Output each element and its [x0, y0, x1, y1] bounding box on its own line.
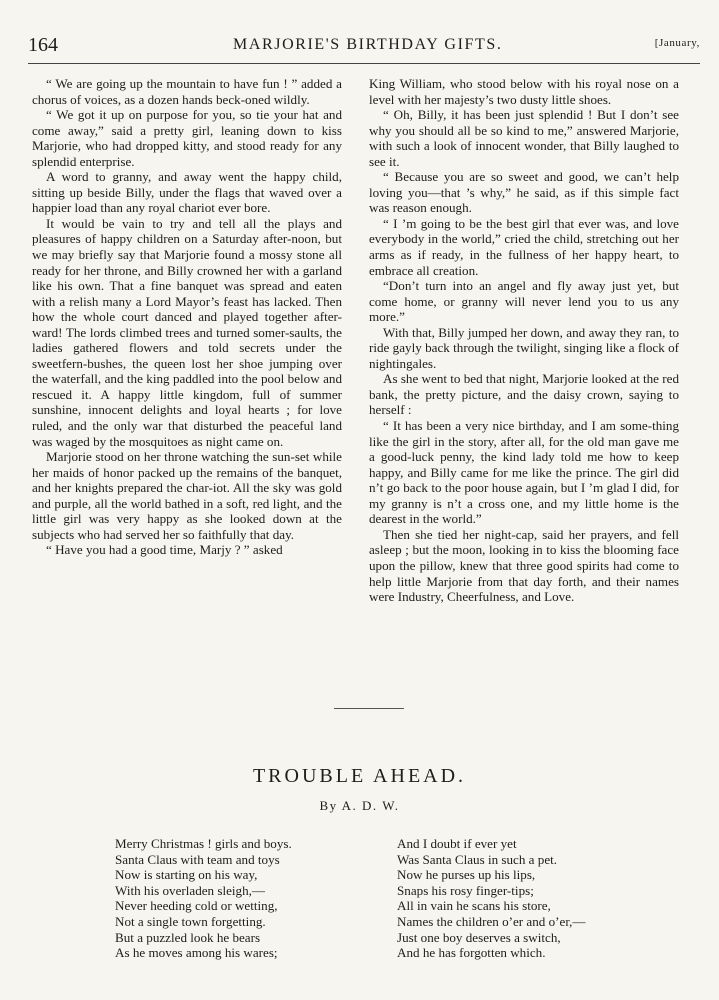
story-column-right: [369, 76, 679, 605]
paragraph: Marjorie stood on her throne watching the sun-set while her maids of honor packed up the remains of the banquet, and her knights prepared the char-iot. All the sky was gold and purple, all the world bathed in a soft, red light, and the little girl was very happy as she looked down at the subjects who had served her so faithfully that day.: [32, 449, 342, 542]
poem-line: As he moves among his wares;: [115, 945, 278, 961]
poem-line: Names the children o’er and o’er,—: [397, 913, 586, 929]
poem-line: Now is starting on his way,: [115, 867, 258, 883]
poem-line: Not a single town forgetting.: [115, 913, 266, 929]
poem-line: Never heeding cold or wetting,: [115, 898, 278, 914]
section-divider: [334, 708, 404, 709]
paragraph: King William, who stood below with his royal nose on a level with her majesty’s two dusty little shoes.: [369, 76, 679, 107]
poem-line: Now he purses up his lips,: [397, 867, 536, 883]
running-title: MARJORIE'S BIRTHDAY GIFTS.: [233, 36, 503, 53]
poem-stanza-left: [115, 836, 292, 961]
poem-byline: By A. D. W.: [319, 798, 400, 813]
poem-line: Santa Claus with team and toys: [115, 851, 280, 867]
paragraph: “ Oh, Billy, it has been just splendid ! But I don’t see why you should all be so kind to me,” answered Marjorie, with such a look of innocent wonder, that Billy laughed to see it.: [369, 107, 679, 169]
poem-line: And he has forgotten which.: [397, 945, 546, 961]
poem-title: TROUBLE AHEAD.: [252, 765, 467, 787]
story-column-left: [32, 76, 342, 558]
paragraph: “ Have you had a good time, Marjy ? ” asked: [46, 542, 283, 558]
poem-line: Merry Christmas ! girls and boys.: [115, 836, 292, 851]
poem-line: With his overladen sleigh,—: [115, 882, 266, 898]
header-rule: [28, 63, 700, 64]
paragraph: “ It has been a very nice birthday, and I am some-thing like the girl in the story, after all, for the old man gave me a good-luck penny, the kind lady told me how to keep happy, and Billy came for me like the prince. The girl did n’t go back to the poor house again, but I ’m glad I did, for my granny is n’t a cross one, and my little home is the dearest in the world.”: [369, 418, 679, 527]
paragraph: “ We got it up on purpose for you, so tie your hat and come away,” said a pretty girl, leaning down to kiss Marjorie, who had dropped kitty, and stood ready for any splendid enterprise.: [32, 107, 342, 169]
paragraph: “ We are going up the mountain to have fun ! ” added a chorus of voices, as a dozen hands beck-oned wildly.: [32, 76, 342, 107]
paragraph: As she went to bed that night, Marjorie looked at the red bank, the pretty picture, and the daisy crown, saying to herself :: [369, 371, 679, 418]
paragraph: “Don’t turn into an angel and fly away just yet, but come home, or granny will never lend you to us any more.”: [369, 278, 679, 325]
issue-month: [January,: [654, 37, 700, 49]
paragraph: A word to granny, and away went the happy child, sitting up beside Billy, under the flags that waved over a happier load than any royal chariot ever bore.: [32, 169, 342, 216]
poem-line: Was Santa Claus in such a pet.: [397, 851, 558, 867]
paragraph: Then she tied her night-cap, said her prayers, and fell asleep ; but the moon, looking in to kiss the blooming face upon the pillow, knew that three good spirits had come to help little Marjorie from that day forth, and their names were Industry, Cheerfulness, and Love.: [369, 526, 679, 605]
poem-line: And I doubt if ever yet: [397, 836, 517, 851]
poem-line: But a puzzled look he bears: [115, 929, 261, 945]
paragraph: With that, Billy jumped her down, and away they ran, to ride gayly back through the twilight, singing like a flock of nightingales.: [369, 324, 679, 371]
running-header: [28, 34, 700, 60]
poem-line: Just one boy deserves a switch,: [397, 929, 561, 945]
poem-line: All in vain he scans his store,: [397, 898, 551, 914]
paragraph: “ I ’m going to be the best girl that ever was, and love everybody in the world,” cried the child, stretching out her arms as if ready, in the fullness of her happy heart, to embrace all creation.: [369, 215, 679, 278]
paragraph: “ Because you are so sweet and good, we can’t help loving you—that ’s why,” he said, as if this simple fact was reason enough.: [369, 169, 679, 216]
poem-line: Snaps his rosy finger-tips;: [397, 882, 534, 898]
page-number: 164: [28, 34, 58, 56]
poem-stanza-right: [397, 836, 586, 961]
paragraph: It would be vain to try and tell all the plays and pleasures of happy children on a Saturday after-noon, but we may briefly say that Marjorie found a mossy stone all ready for her throne, and Billy crowned her with a garland like his own. That a fine banquet was spread and eaten with a relish many a Lord Mayor’s feast has lacked. Then how the whole court danced and played together after-ward! The lords climbed trees and turned somer-saults, the ladies gathered flowers and told secrets under the sweetfern-bushes, the queen lost her shoe jumping over the waterfall, and the king paddled into the pool below and rescued it. A happy little kingdom, full of summer sunshine, innocent delights and loyal hearts ; for love ruled, and the only war that disturbed the peaceful land was waged by the mosquitoes as night came on.: [32, 215, 342, 449]
